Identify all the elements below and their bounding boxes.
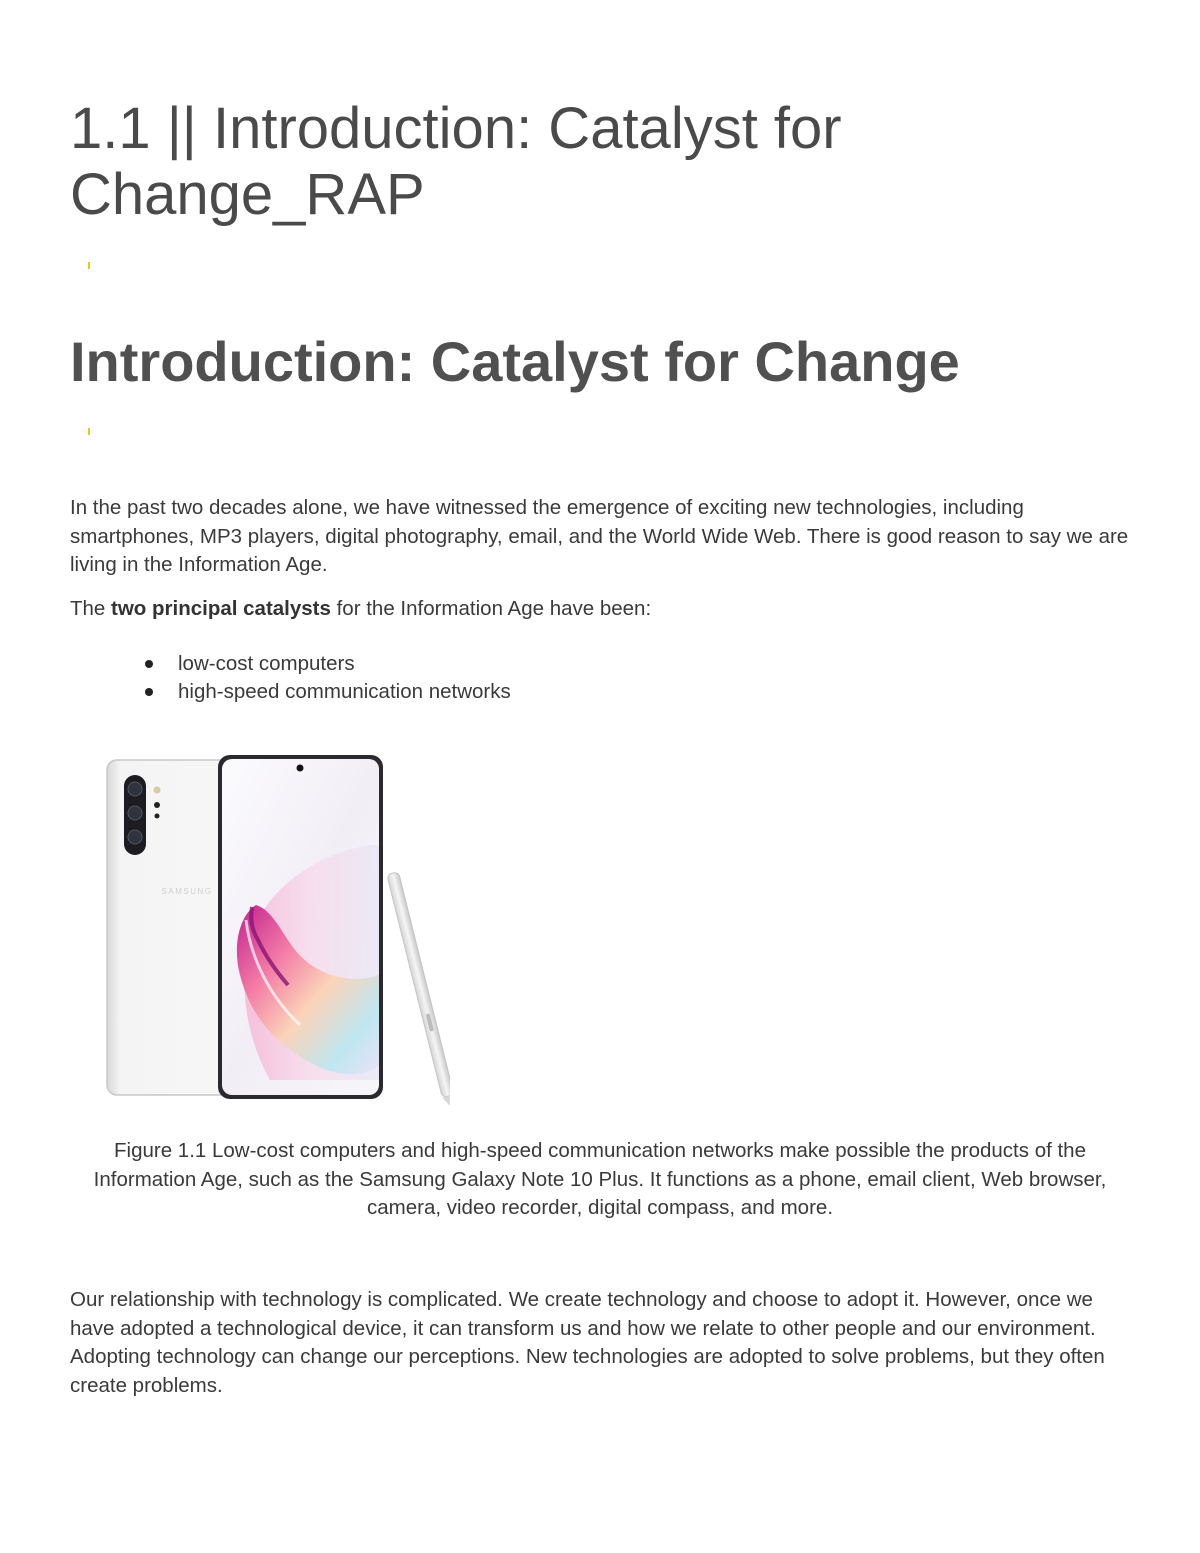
phone-image: [100, 745, 450, 1105]
title-line-1: 1.1 || Introduction: Catalyst for: [70, 96, 842, 161]
accent-mark: [88, 262, 90, 269]
relationship-paragraph: Our relationship with technology is complicated. We create technology and choose to adopt it. However, once we have adopted a technological device, it can transform us and how we relate to other people and our environment. Adopting technology can change our perceptions. New technologies are adopted to solve problems, but they often create problems.: [70, 1288, 1105, 1397]
document-title: [70, 96, 1070, 228]
title-line-2: Change_RAP: [70, 162, 425, 227]
list-item-text: high-speed communication networks: [178, 680, 511, 703]
catalyst-list: [70, 650, 511, 706]
catalysts-prefix: The: [70, 597, 112, 620]
catalysts-bold: two principal catalysts: [111, 597, 331, 620]
bullet-icon: [145, 660, 153, 668]
figure-caption: Figure 1.1 Low-cost computers and high-speed communication networks make possible the products of the Information Age, such as the Samsung Galaxy Note 10 Plus. It functions as a phone, email client, Web browser, camera, video recorder, digital compass, and more.: [93, 1139, 1107, 1219]
phone-brand-text: SAMSUNG: [161, 887, 213, 896]
list-item-text: low-cost computers: [178, 652, 355, 675]
list-item: [70, 650, 511, 678]
intro-paragraph: In the past two decades alone, we have witnessed the emergence of exciting new technologies, including smartphones, MP3 players, digital photography, email, and the World Wide Web. There is good reason to say we are living in the Information Age.: [70, 496, 1129, 576]
catalysts-paragraph: [70, 595, 1130, 624]
section-heading: Introduction: Catalyst for Change: [70, 330, 960, 393]
catalysts-suffix: for the Information Age have been:: [330, 597, 652, 620]
bullet-icon: [145, 688, 153, 696]
list-item: [70, 678, 511, 706]
accent-mark: [88, 428, 90, 435]
